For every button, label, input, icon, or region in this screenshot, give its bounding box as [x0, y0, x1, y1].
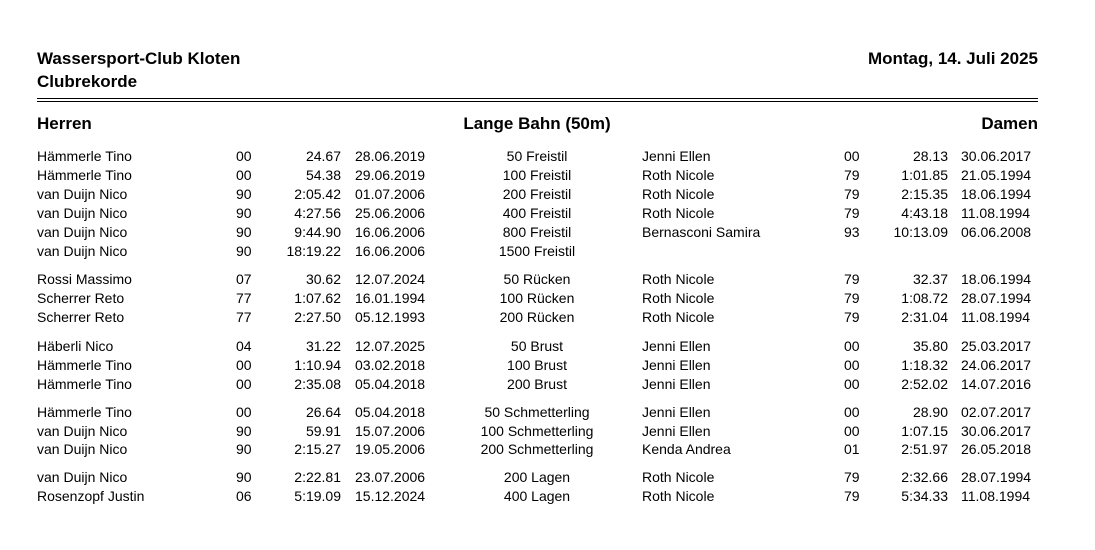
women-time-cell: 28.13 [912, 148, 948, 164]
women-year-cell: 00 [844, 338, 860, 354]
women-time-cell: 2:31.04 [901, 309, 948, 325]
men-time-cell: 2:35.08 [294, 376, 341, 392]
men-time-cell: 59.91 [305, 423, 341, 439]
women-date-cell: 28.07.1994 [961, 290, 1032, 306]
men-name-cell: Hämmerle Tino [37, 404, 132, 420]
women-time-cell: 1:01.85 [901, 167, 948, 183]
men-time-cell: 1:07.62 [294, 290, 341, 306]
women-time-cell: 28.90 [912, 404, 948, 420]
men-year-cell: 90 [236, 423, 252, 439]
women-name-cell: Roth Nicole [642, 290, 715, 306]
event-cell: 200 Lagen [503, 469, 571, 485]
section-women-heading: Damen [981, 114, 1038, 133]
men-date-cell: 03.02.2018 [355, 357, 426, 373]
women-date-cell: 30.06.2017 [961, 423, 1032, 439]
women-name-cell: Roth Nicole [642, 186, 715, 202]
women-year-cell: 79 [844, 205, 860, 221]
men-name-cell: Hämmerle Tino [37, 167, 132, 183]
men-name-cell: van Duijn Nico [37, 205, 128, 221]
women-date-cell: 11.08.1994 [961, 205, 1031, 221]
event-cell: 400 Freistil [502, 205, 572, 221]
women-name-cell: Jenni Ellen [642, 423, 711, 439]
men-date-cell: 16.01.1994 [355, 290, 426, 306]
event-cell: 50 Schmetterling [484, 404, 590, 420]
men-year-cell: 00 [236, 167, 252, 183]
men-time-cell: 31.22 [305, 338, 341, 354]
women-year-cell: 79 [844, 271, 860, 287]
women-year-cell: 93 [844, 224, 860, 240]
men-name-cell: van Duijn Nico [37, 469, 128, 485]
men-name-cell: Häberli Nico [37, 338, 114, 354]
men-name-cell: van Duijn Nico [37, 423, 128, 439]
men-date-cell: 16.06.2006 [355, 224, 426, 240]
men-year-cell: 00 [236, 357, 252, 373]
record-row [0, 289, 1095, 308]
women-date-cell: 24.06.2017 [961, 357, 1032, 373]
men-time-cell: 2:15.27 [294, 441, 341, 457]
women-name-cell: Roth Nicole [642, 271, 715, 287]
record-row [0, 147, 1095, 166]
men-name-cell: van Duijn Nico [37, 243, 128, 259]
men-year-cell: 77 [236, 309, 252, 325]
record-row [0, 270, 1095, 289]
women-time-cell: 2:51.97 [901, 441, 948, 457]
women-year-cell: 79 [844, 290, 860, 306]
women-year-cell: 00 [844, 404, 860, 420]
record-row [0, 166, 1095, 185]
women-year-cell: 00 [844, 148, 860, 164]
record-row [0, 487, 1095, 506]
event-cell: 50 Brust [510, 338, 564, 354]
women-date-cell: 30.06.2017 [961, 148, 1032, 164]
record-row [0, 185, 1095, 204]
men-date-cell: 19.05.2006 [355, 441, 426, 457]
women-date-cell: 21.05.1994 [961, 167, 1032, 183]
men-year-cell: 90 [236, 243, 252, 259]
event-cell: 400 Lagen [503, 488, 571, 504]
women-time-cell: 2:32.66 [901, 469, 948, 485]
women-name-cell: Roth Nicole [642, 167, 715, 183]
women-name-cell: Roth Nicole [642, 469, 715, 485]
women-year-cell: 79 [844, 167, 860, 183]
event-cell: 200 Schmetterling [480, 441, 594, 457]
women-time-cell: 1:08.72 [901, 290, 948, 306]
women-time-cell: 32.37 [912, 271, 948, 287]
men-name-cell: Scherrer Reto [37, 309, 125, 325]
men-date-cell: 15.12.2024 [355, 488, 426, 504]
men-name-cell: van Duijn Nico [37, 441, 128, 457]
men-year-cell: 90 [236, 469, 252, 485]
men-name-cell: Rossi Massimo [37, 271, 132, 287]
women-name-cell: Roth Nicole [642, 309, 715, 325]
club-name: Wassersport-Club Kloten [37, 49, 241, 68]
men-year-cell: 06 [236, 488, 252, 504]
women-time-cell: 2:15.35 [901, 186, 948, 202]
men-date-cell: 05.12.1993 [355, 309, 426, 325]
women-name-cell: Jenni Ellen [642, 148, 711, 164]
record-row [0, 242, 1095, 261]
men-date-cell: 29.06.2019 [355, 167, 426, 183]
record-row [0, 223, 1095, 242]
event-cell: 100 Freistil [502, 167, 572, 183]
men-year-cell: 90 [236, 186, 252, 202]
men-time-cell: 24.67 [305, 148, 341, 164]
men-date-cell: 01.07.2006 [355, 186, 426, 202]
women-date-cell: 11.08.1994 [961, 488, 1031, 504]
women-date-cell: 06.06.2008 [961, 224, 1032, 240]
men-date-cell: 12.07.2025 [355, 338, 426, 354]
women-year-cell: 79 [844, 488, 860, 504]
women-date-cell: 18.06.1994 [961, 271, 1032, 287]
header-rule-top [37, 98, 1038, 99]
men-date-cell: 28.06.2019 [355, 148, 426, 164]
men-name-cell: Hämmerle Tino [37, 376, 132, 392]
event-cell: 50 Freistil [506, 148, 568, 164]
women-date-cell: 11.08.1994 [961, 309, 1031, 325]
women-year-cell: 00 [844, 423, 860, 439]
record-row [0, 403, 1095, 422]
men-year-cell: 00 [236, 148, 252, 164]
section-course-heading: Lange Bahn (50m) [463, 114, 611, 133]
women-year-cell: 79 [844, 186, 860, 202]
men-time-cell: 26.64 [305, 404, 341, 420]
women-time-cell: 1:18.32 [901, 357, 948, 373]
men-time-cell: 9:44.90 [294, 224, 341, 240]
men-time-cell: 4:27.56 [294, 205, 341, 221]
event-cell: 1500 Freistil [498, 243, 576, 259]
men-name-cell: Hämmerle Tino [37, 148, 132, 164]
men-time-cell: 5:19.09 [294, 488, 341, 504]
event-cell: 200 Brust [507, 376, 567, 392]
event-cell: 100 Rücken [499, 290, 575, 306]
men-date-cell: 25.06.2006 [355, 205, 426, 221]
women-year-cell: 00 [844, 357, 860, 373]
women-time-cell: 1:07.15 [901, 423, 948, 439]
record-row [0, 422, 1095, 441]
men-year-cell: 04 [236, 338, 252, 354]
women-name-cell: Roth Nicole [642, 205, 715, 221]
women-date-cell: 18.06.1994 [961, 186, 1032, 202]
men-year-cell: 90 [236, 441, 252, 457]
women-date-cell: 14.07.2016 [961, 376, 1032, 392]
men-name-cell: Rosenzopf Justin [37, 488, 145, 504]
women-date-cell: 02.07.2017 [961, 404, 1032, 420]
women-time-cell: 35.80 [912, 338, 948, 354]
record-row [0, 440, 1095, 459]
men-name-cell: Hämmerle Tino [37, 357, 132, 373]
page-subtitle: Clubrekorde [37, 72, 138, 91]
women-year-cell: 79 [844, 469, 860, 485]
event-cell: 100 Schmetterling [480, 423, 594, 439]
men-time-cell: 1:10.94 [294, 357, 341, 373]
women-date-cell: 25.03.2017 [961, 338, 1032, 354]
section-men-heading: Herren [37, 114, 92, 133]
record-row [0, 204, 1095, 223]
report-date: Montag, 14. Juli 2025 [867, 49, 1038, 68]
record-row [0, 375, 1095, 394]
men-name-cell: Scherrer Reto [37, 290, 125, 306]
women-time-cell: 4:43.18 [901, 205, 948, 221]
event-cell: 200 Rücken [499, 309, 575, 325]
event-cell: 200 Freistil [502, 186, 572, 202]
men-date-cell: 05.04.2018 [355, 404, 426, 420]
men-year-cell: 07 [236, 271, 252, 287]
men-date-cell: 05.04.2018 [355, 376, 426, 392]
women-time-cell: 5:34.33 [901, 488, 948, 504]
women-name-cell: Bernasconi Samira [642, 224, 761, 240]
men-date-cell: 23.07.2006 [355, 469, 426, 485]
event-cell: 50 Rücken [503, 271, 571, 287]
women-date-cell: 26.05.2018 [961, 441, 1032, 457]
header-rule-bottom [37, 101, 1038, 102]
men-date-cell: 16.06.2006 [355, 243, 426, 259]
men-year-cell: 00 [236, 376, 252, 392]
women-name-cell: Roth Nicole [642, 488, 715, 504]
men-time-cell: 2:27.50 [294, 309, 341, 325]
men-time-cell: 54.38 [305, 167, 341, 183]
men-date-cell: 15.07.2006 [355, 423, 426, 439]
women-name-cell: Kenda Andrea [642, 441, 731, 457]
men-year-cell: 90 [236, 224, 252, 240]
men-time-cell: 30.62 [305, 271, 341, 287]
women-year-cell: 79 [844, 309, 860, 325]
women-year-cell: 01 [844, 441, 860, 457]
women-year-cell: 00 [844, 376, 860, 392]
women-name-cell: Jenni Ellen [642, 338, 711, 354]
women-name-cell: Jenni Ellen [642, 404, 711, 420]
record-row [0, 308, 1095, 327]
men-time-cell: 2:22.81 [294, 469, 341, 485]
women-time-cell: 10:13.09 [893, 224, 948, 240]
men-name-cell: van Duijn Nico [37, 224, 128, 240]
men-year-cell: 00 [236, 404, 252, 420]
men-time-cell: 2:05.42 [294, 186, 341, 202]
record-row [0, 337, 1095, 356]
record-row [0, 468, 1095, 487]
men-time-cell: 18:19.22 [286, 243, 341, 259]
event-cell: 100 Brust [507, 357, 567, 373]
men-year-cell: 77 [236, 290, 252, 306]
men-date-cell: 12.07.2024 [355, 271, 426, 287]
men-year-cell: 90 [236, 205, 252, 221]
record-row [0, 356, 1095, 375]
women-time-cell: 2:52.02 [901, 376, 948, 392]
women-name-cell: Jenni Ellen [642, 357, 711, 373]
men-name-cell: van Duijn Nico [37, 186, 128, 202]
women-name-cell: Jenni Ellen [642, 376, 711, 392]
event-cell: 800 Freistil [502, 224, 572, 240]
women-date-cell: 28.07.1994 [961, 469, 1032, 485]
